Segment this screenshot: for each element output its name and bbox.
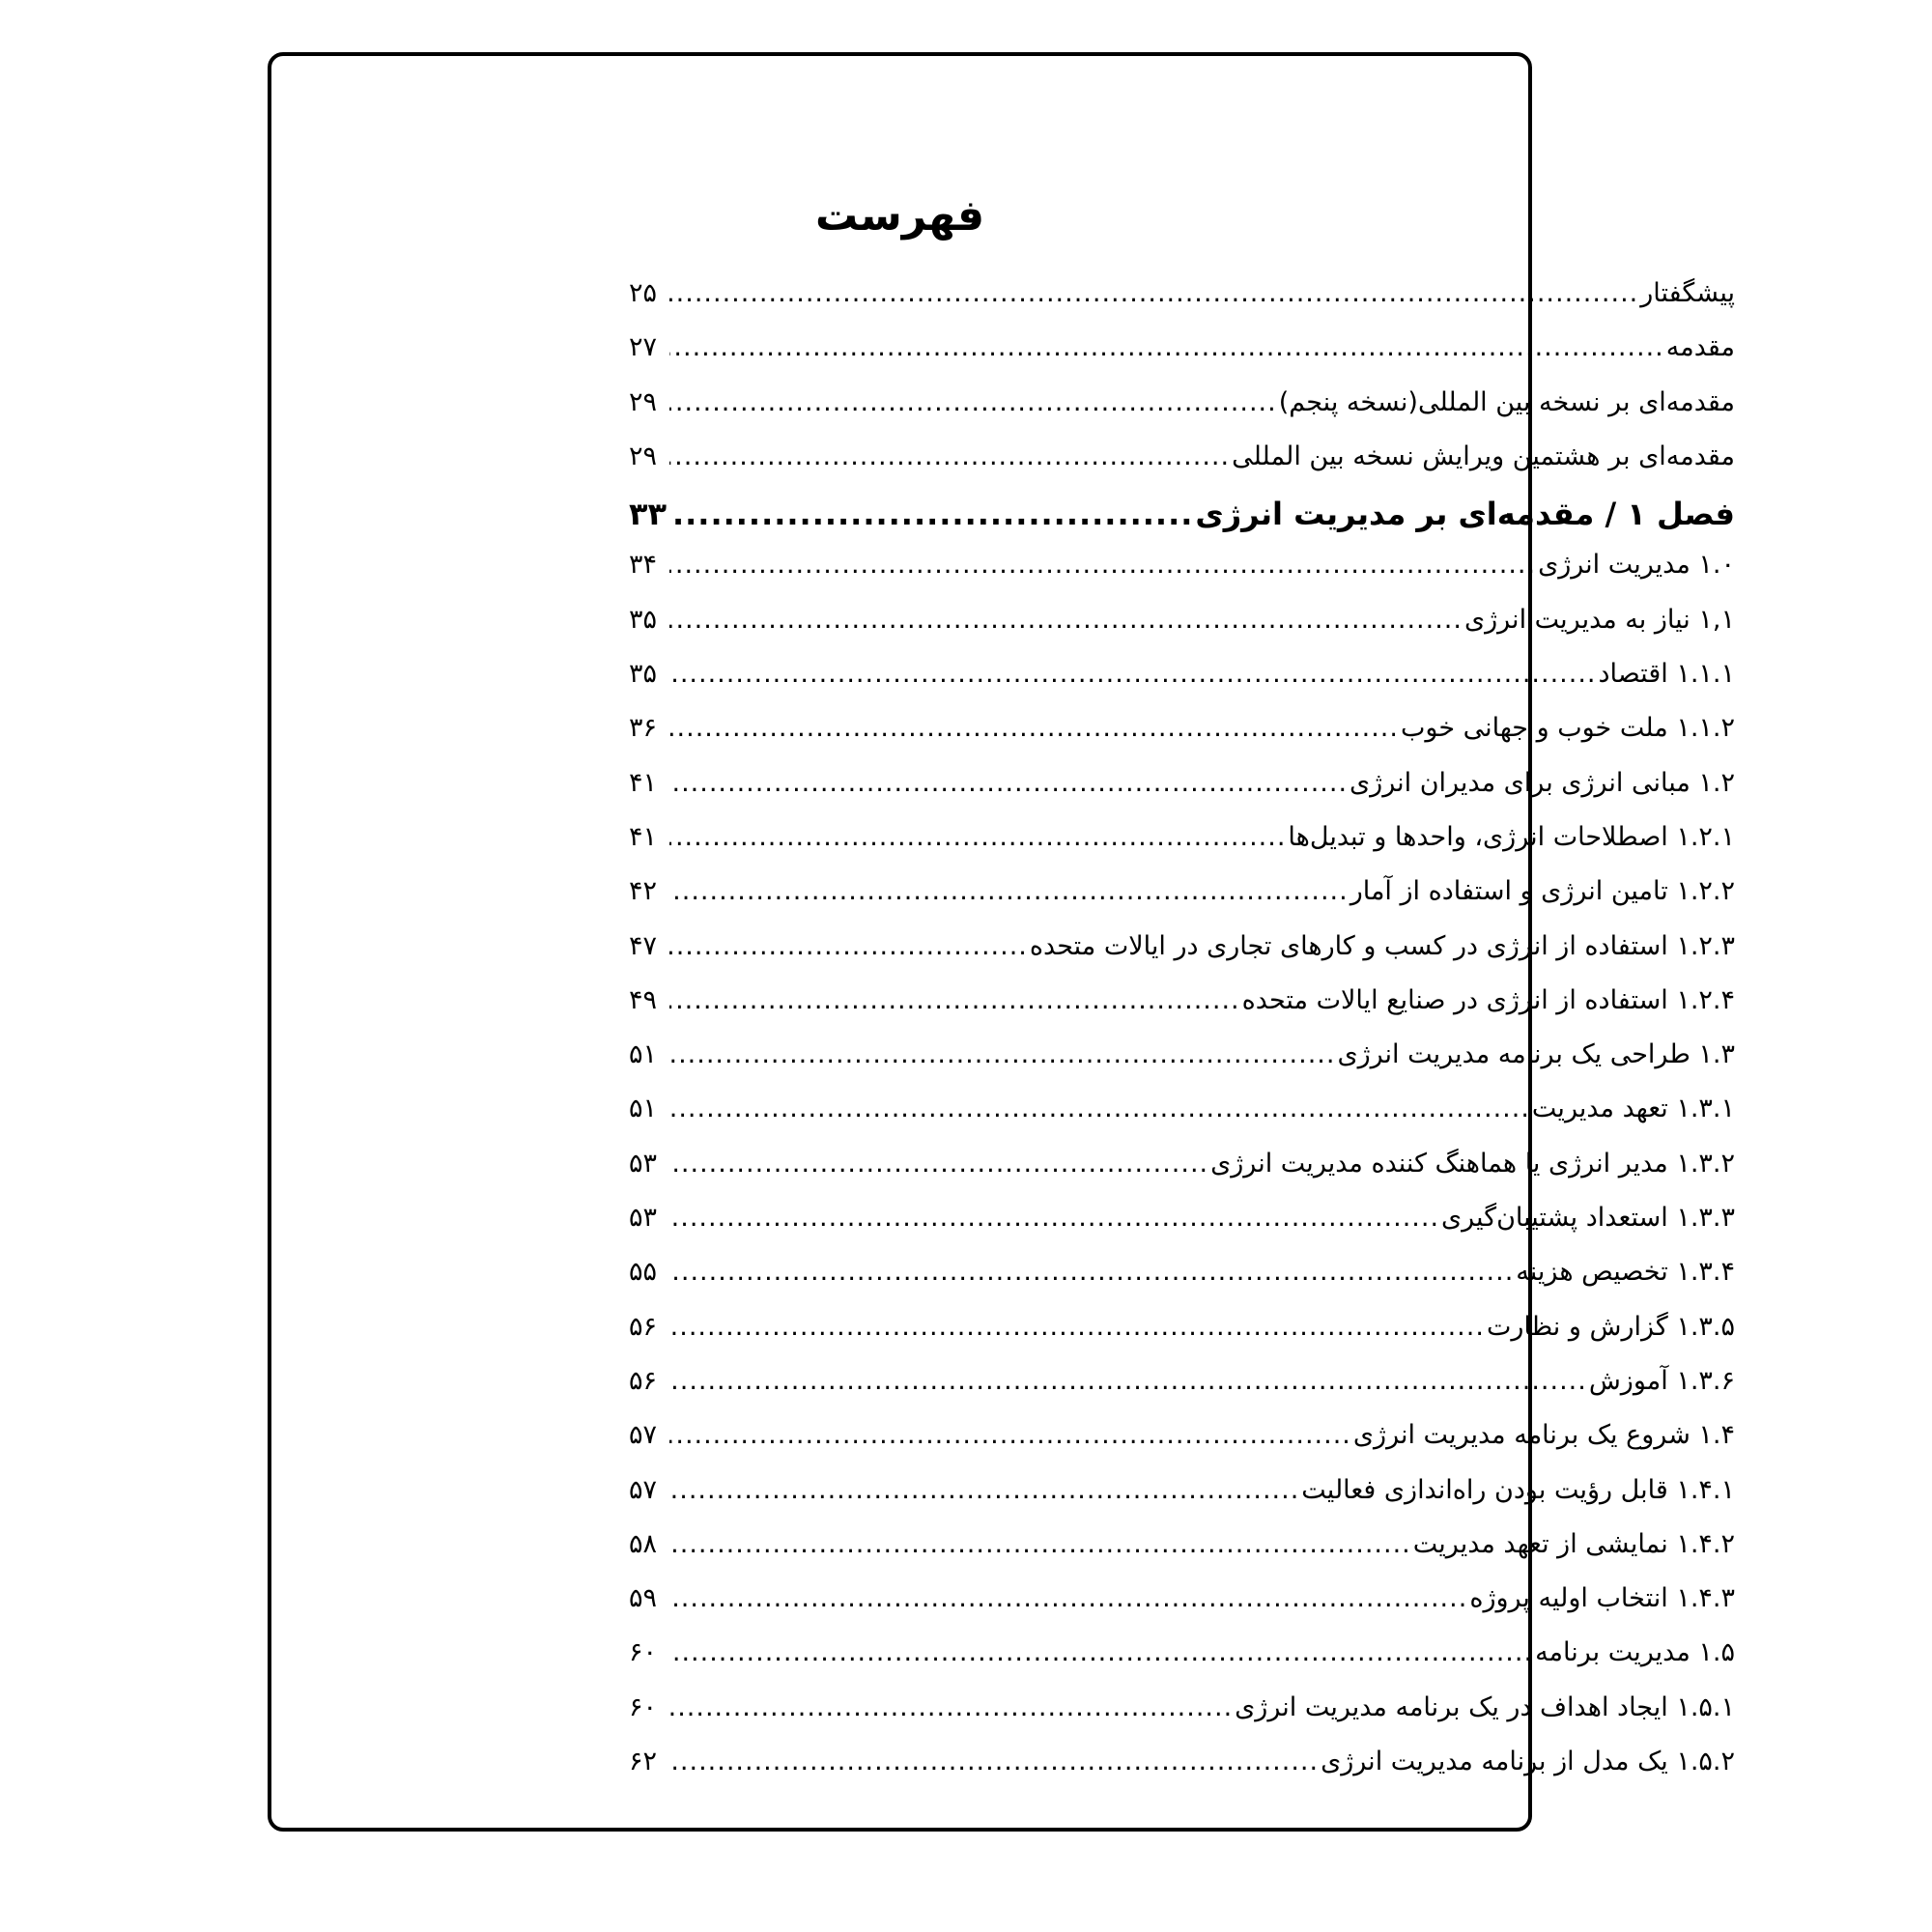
toc-entry[interactable]	[629, 1747, 1735, 1801]
dot-leader	[669, 1257, 1514, 1287]
toc-entry-label: ۱.۰ مدیریت انرژی	[1538, 550, 1735, 581]
toc-page-number: ۵۱	[629, 1039, 658, 1070]
document-page	[268, 52, 1735, 1832]
toc-page-number: ۳۵	[629, 604, 658, 635]
toc-page-number: ۴۱	[629, 767, 658, 798]
toc-entry-label: ۱.۵.۱ ایجاد اهداف در یک برنامه مدیریت انرژی	[1235, 1691, 1735, 1722]
toc-page-number: ۵۷	[629, 1474, 658, 1505]
toc-entry[interactable]	[629, 332, 1735, 386]
toc-entry-label: ۱.۳.۱ تعهد مدیریت	[1531, 1094, 1735, 1124]
toc-entry[interactable]	[629, 822, 1735, 876]
toc-entry[interactable]	[629, 876, 1735, 930]
toc-page-number: ۵۱	[629, 1094, 658, 1124]
toc-entry[interactable]	[629, 1529, 1735, 1583]
toc-entry[interactable]	[629, 1203, 1735, 1257]
dot-leader	[669, 1149, 1208, 1179]
toc-entry-label: ۱.۳.۲ مدیر انرژی یا هماهنگ کننده مدیریت انرژی	[1210, 1148, 1735, 1179]
toc-entry-label: ۱.۴.۳ انتخاب اولیه پروژه	[1469, 1583, 1735, 1614]
toc-page-number: ۵۵	[629, 1257, 658, 1288]
toc-entry[interactable]	[629, 659, 1735, 713]
dot-leader	[669, 605, 1463, 635]
toc-page-number: ۲۷	[629, 332, 658, 363]
page-title: فهرست	[814, 191, 985, 241]
toc-entry[interactable]	[629, 985, 1735, 1039]
toc-entry[interactable]	[629, 441, 1735, 496]
toc-entry-label: ۱.۴.۲ نمایشی از تعهد مدیریت	[1412, 1528, 1735, 1559]
dot-leader	[669, 876, 1349, 906]
toc-entry[interactable]	[629, 1366, 1735, 1420]
toc-entry[interactable]	[629, 278, 1735, 332]
dot-leader	[669, 441, 1230, 471]
toc-entry[interactable]	[629, 1692, 1735, 1747]
toc-page-number: ۵۶	[629, 1365, 658, 1396]
dot-leader	[669, 1692, 1233, 1722]
toc-page-number: ۴۲	[629, 876, 658, 907]
toc-entry[interactable]	[629, 1039, 1735, 1094]
toc-entry[interactable]	[629, 1637, 1735, 1691]
toc-page-number: ۳۵	[629, 659, 658, 690]
toc-page-number: ۴۱	[629, 821, 658, 852]
toc-page-number: ۳۳	[629, 496, 668, 533]
toc-entry-label: ۱.۲.۲ تامین انرژی و استفاده از آمار	[1350, 876, 1735, 907]
toc-entry-label: مقدمه‌ای بر هشتمین ویرایش نسخه بین المللی	[1232, 440, 1735, 471]
toc-entry-label: مقدمه	[1665, 332, 1735, 363]
dot-leader	[669, 1475, 1299, 1505]
toc-entry-label: ۱.۳ طراحی یک برنامه مدیریت انرژی	[1337, 1039, 1735, 1070]
toc-entry-label: پیشگفتار	[1640, 278, 1735, 308]
toc-entry-label: ۱.۵ مدیریت برنامه	[1535, 1637, 1735, 1668]
dot-leader	[669, 1420, 1351, 1450]
dot-leader	[669, 1312, 1485, 1342]
toc-entry-label: ۱.۲.۱ اصطلاحات انرژی، واحدها و تبدیل‌ها	[1288, 821, 1735, 852]
toc-entry-label: ۱.۳.۳ استعداد پشتیبان‌گیری	[1441, 1203, 1735, 1234]
table-of-contents	[629, 278, 1735, 1801]
dot-leader	[669, 931, 1028, 961]
toc-page-number: ۳۴	[629, 550, 658, 581]
toc-entry-label: ۱.۴.۱ قابل رؤیت بودن راه‌اندازی فعالیت	[1301, 1474, 1735, 1505]
dot-leader	[669, 332, 1664, 362]
dot-leader	[669, 1366, 1587, 1396]
toc-entry[interactable]	[629, 1583, 1735, 1637]
toc-page-number: ۶۰	[629, 1691, 658, 1722]
toc-entry-label: ۱.۳.۵ گزارش و نظارت	[1486, 1311, 1735, 1342]
dot-leader	[669, 387, 1277, 417]
toc-page-number: ۴۷	[629, 930, 658, 961]
toc-entry[interactable]	[629, 1149, 1735, 1203]
dot-leader	[669, 1039, 1335, 1069]
toc-entry[interactable]	[629, 1420, 1735, 1474]
dot-leader	[669, 985, 1240, 1015]
dot-leader	[669, 278, 1638, 308]
toc-entry[interactable]	[629, 1257, 1735, 1311]
toc-page-number: ۴۹	[629, 984, 658, 1015]
toc-entry[interactable]	[629, 1094, 1735, 1148]
dot-leader	[669, 550, 1536, 580]
toc-entry[interactable]	[629, 713, 1735, 767]
toc-page-number: ۵۹	[629, 1583, 658, 1614]
dot-leader	[669, 1637, 1533, 1667]
toc-entry[interactable]	[629, 605, 1735, 659]
dot-leader	[669, 768, 1348, 798]
toc-entry-label: ۱.۲.۳ استفاده از انرژی در کسب و کارهای تجاری در ایالات متحده	[1029, 930, 1735, 961]
toc-page-number: ۳۶	[629, 713, 658, 744]
dot-leader	[669, 659, 1597, 689]
toc-page-number: ۲۹	[629, 386, 658, 417]
toc-entry-label: ۱.۴ شروع یک برنامه مدیریت انرژی	[1352, 1420, 1735, 1451]
toc-entry-label: فصل ۱ / مقدمه‌ای بر مدیریت انرژی	[1195, 496, 1735, 533]
toc-entry[interactable]	[629, 387, 1735, 441]
toc-chapter-entry[interactable]	[629, 496, 1735, 550]
toc-entry-label: ۱.۳.۴ تخصیص هزینه	[1516, 1257, 1735, 1288]
toc-entry-label: ۱.۵.۲ یک مدل از برنامه مدیریت انرژی	[1321, 1747, 1735, 1777]
dot-leader	[669, 1583, 1467, 1613]
dot-leader	[669, 1094, 1530, 1123]
toc-page-number: ۲۹	[629, 440, 658, 471]
toc-page-number: ۲۵	[629, 278, 658, 308]
dot-leader	[669, 1747, 1319, 1776]
toc-entry-label: مقدمه‌ای بر نسخه بین المللی(نسخه پنجم)	[1278, 386, 1735, 417]
toc-entry-label: ۱.۱.۱ اقتصاد	[1598, 659, 1735, 690]
toc-entry-label: ۱,۱ نیاز به مدیریت انرژی	[1463, 604, 1735, 635]
toc-page-number: ۵۳	[629, 1203, 658, 1234]
toc-entry-label: ۱.۲ مبانی انرژی برای مدیران انرژی	[1350, 767, 1735, 798]
toc-entry-label: ۱.۱.۲ ملت خوب و جهانی خوب	[1400, 713, 1735, 744]
toc-page-number: ۶۲	[629, 1747, 658, 1777]
dot-leader	[669, 713, 1399, 743]
toc-entry[interactable]	[629, 550, 1735, 604]
toc-entry[interactable]	[629, 1312, 1735, 1366]
toc-page-number: ۵۳	[629, 1148, 658, 1179]
dot-leader	[669, 822, 1286, 852]
toc-entry-label: ۱.۳.۶ آموزش	[1588, 1365, 1735, 1396]
toc-page-number: ۵۶	[629, 1311, 658, 1342]
toc-entry[interactable]	[629, 931, 1735, 985]
toc-entry-label: ۱.۲.۴ استفاده از انرژی در صنایع ایالات متحده	[1241, 984, 1735, 1015]
toc-entry[interactable]	[629, 1475, 1735, 1529]
toc-page-number: ۵۸	[629, 1528, 658, 1559]
toc-page-number: ۶۰	[629, 1637, 658, 1668]
dot-leader	[669, 496, 1193, 532]
dot-leader	[669, 1529, 1411, 1559]
toc-entry[interactable]	[629, 768, 1735, 822]
toc-page-number: ۵۷	[629, 1420, 658, 1451]
dot-leader	[669, 1203, 1439, 1233]
